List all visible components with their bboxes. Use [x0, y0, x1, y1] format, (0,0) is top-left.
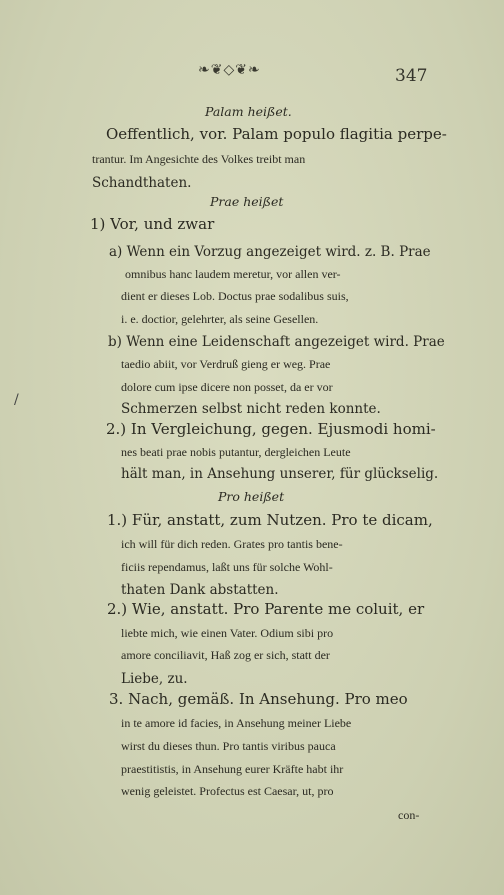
text-line: Schandthaten. — [92, 175, 192, 191]
text-line: praestitistis, in Ansehung eurer Kräfte habt ihr — [121, 762, 344, 776]
page-number: 347 — [395, 66, 428, 86]
text-line: wirst du dieses thun. Pro tantis viribus pauca — [121, 739, 336, 753]
text-line: Schmerzen selbst nicht reden konnte. — [121, 401, 381, 417]
text-line: 1) Vor, und zwar — [90, 215, 215, 233]
page-ornament: ❧❦◇❦❧ — [198, 62, 261, 78]
heading-pro: Pro heißet — [218, 489, 285, 504]
text-line: 3. Nach, gemäß. In Ansehung. Pro meo — [109, 690, 408, 708]
text-line: thaten Dank abstatten. — [121, 582, 279, 598]
text-line: dient er dieses Lob. Doctus prae sodalibus suis, — [121, 289, 349, 303]
text-line: dolore cum ipse dicere non posset, da er vor — [121, 380, 333, 394]
heading-palam: Palam heißet. — [205, 104, 292, 119]
text-line: b) Wenn eine Leidenschaft angezeiget wird. Prae — [108, 334, 445, 350]
text-line: 2.) Wie, anstatt. Pro Parente me coluit, er — [107, 600, 425, 618]
text-line: 2.) In Vergleichung, gegen. Ejusmodi homi- — [106, 420, 436, 438]
text-line: 1.) Für, anstatt, zum Nutzen. Pro te dicam, — [107, 511, 433, 529]
text-line: Oeffentlich, vor. Palam populo flagitia perpe- — [106, 125, 447, 143]
text-line: ficiis rependamus, laßt uns für solche Wohl- — [121, 560, 333, 574]
text-line: i. e. doctior, gelehrter, als seine Gesellen. — [121, 312, 319, 326]
text-line: ich will für dich reden. Grates pro tantis bene- — [121, 537, 343, 551]
text-line: nes beati prae nobis putantur, dergleichen Leute — [121, 445, 351, 459]
text-line: in te amore id facies, in Ansehung meiner Liebe — [121, 716, 352, 730]
text-line: taedio abiit, vor Verdruß gieng er weg. Prae — [121, 357, 331, 371]
text-line: a) Wenn ein Vorzug angezeiget wird. z. B. Prae — [109, 244, 431, 260]
text-line: omnibus hanc laudem meretur, vor allen ver- — [125, 267, 341, 281]
heading-prae: Prae heißet — [210, 194, 284, 209]
text-line: amore conciliavit, Haß zog er sich, statt der — [121, 648, 330, 662]
margin-mark: / — [14, 392, 19, 408]
text-line: hält man, in Ansehung unserer, für glückselig. — [121, 466, 439, 482]
catchword: con- — [398, 808, 420, 822]
text-line: trantur. Im Angesichte des Volkes treibt man — [92, 152, 306, 166]
text-line: wenig geleistet. Profectus est Caesar, ut, pro — [121, 784, 334, 798]
text-line: liebte mich, wie einen Vater. Odium sibi pro — [121, 626, 334, 640]
text-line: Liebe, zu. — [121, 671, 188, 687]
